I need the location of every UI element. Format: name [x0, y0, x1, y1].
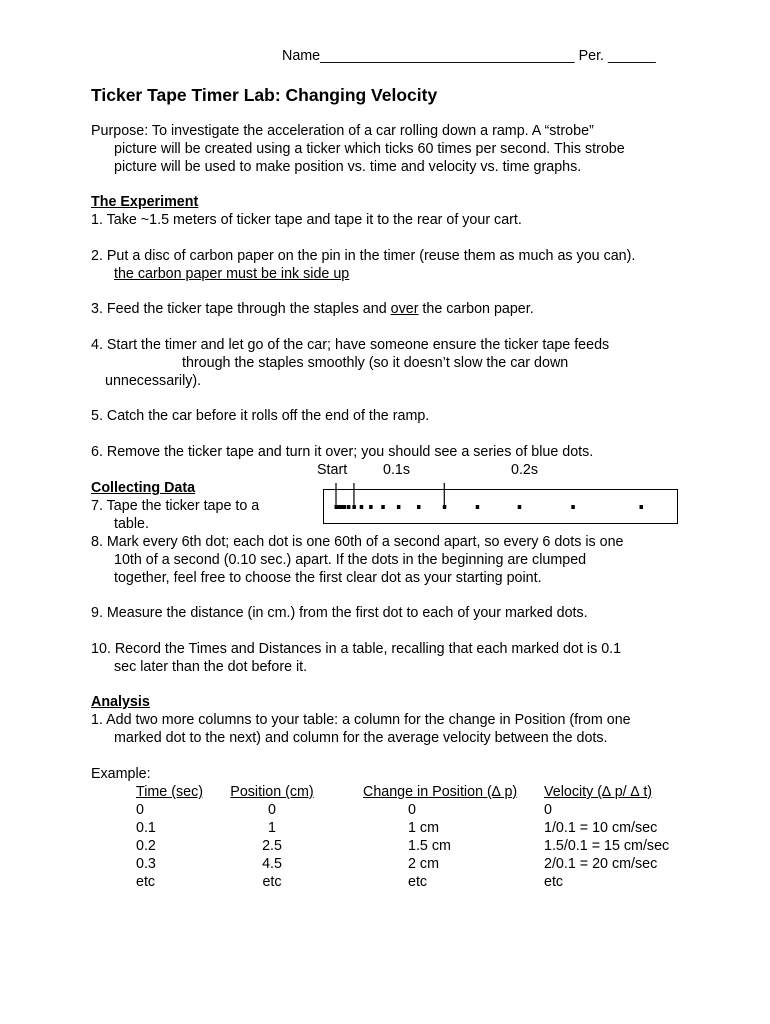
step-3-emphasis: over	[390, 301, 419, 317]
table-cell: 1.5 cm	[408, 838, 451, 854]
table-cell: etc	[262, 874, 282, 890]
tape-label-0-1s: 0.1s	[383, 462, 411, 478]
table-column-position	[227, 783, 317, 891]
step-10-line-1: 10. Record the Times and Distances in a table, recalling that each marked dot is 0.1	[91, 641, 622, 657]
table-cell: etc	[544, 874, 564, 890]
step-4-line-1: 4. Start the timer and let go of the car; have someone ensure the ticker tape feeds	[91, 337, 610, 353]
experiment-heading: The Experiment	[91, 194, 199, 210]
step-3-text-end: the carbon paper.	[418, 301, 534, 317]
tape-dot	[476, 505, 480, 509]
table-cell: 2.5	[262, 838, 282, 854]
analysis-step-1-line-1: 1. Add two more columns to your table: a column for the change in Position (from one	[91, 712, 631, 728]
purpose-line-2: picture will be created using a ticker which ticks 60 times per second. This strobe	[114, 141, 625, 157]
table-column-change	[363, 783, 517, 891]
ticker-tape-dots	[323, 475, 678, 525]
step-5: 5. Catch the car before it rolls off the end of the ramp.	[91, 408, 430, 424]
tape-dot	[352, 505, 356, 509]
step-7-line-2: table.	[114, 516, 149, 532]
step-7-line-1: 7. Tape the ticker tape to a	[91, 498, 260, 514]
tape-dot	[369, 505, 373, 509]
analysis-step-1-line-2: marked dot to the next) and column for the average velocity between the dots.	[114, 730, 608, 746]
step-2-note: the carbon paper must be ink side up	[114, 266, 350, 282]
tape-dot	[571, 505, 575, 509]
step-4-line-3: unnecessarily).	[105, 373, 202, 389]
table-cell: 0	[268, 802, 276, 818]
table-header: Change in Position (∆ p)	[363, 784, 518, 800]
period-label: Per.	[578, 48, 605, 64]
step-4-line-2: through the staples smoothly (so it doesn’t slow the car down	[182, 355, 569, 371]
table-cell: 0	[544, 802, 552, 818]
table-cell: 1.5/0.1 = 15 cm/sec	[544, 838, 670, 854]
table-cell: 2 cm	[408, 856, 439, 872]
tape-dot	[343, 505, 347, 509]
purpose-line-3: picture will be used to make position vs. time and velocity vs. time graphs.	[114, 159, 582, 175]
table-cell: 1/0.1 = 10 cm/sec	[544, 820, 658, 836]
step-1: 1. Take ~1.5 meters of ticker tape and tape it to the rear of your cart.	[91, 212, 522, 228]
step-8-line-3: together, feel free to choose the first clear dot as your starting point.	[114, 570, 542, 586]
table-cell: 0.2	[136, 838, 156, 854]
analysis-heading: Analysis	[91, 694, 150, 710]
page-title: Ticker Tape Timer Lab: Changing Velocity	[91, 85, 438, 105]
table-cell: 1 cm	[408, 820, 439, 836]
step-9: 9. Measure the distance (in cm.) from the first dot to each of your marked dots.	[91, 605, 588, 621]
tape-dot	[397, 505, 401, 509]
step-3	[91, 300, 534, 318]
table-column-time	[136, 783, 203, 891]
tape-dot	[443, 505, 447, 509]
table-cell: 0	[136, 802, 144, 818]
tape-label-start: Start	[317, 462, 348, 478]
table-header: Position (cm)	[230, 784, 314, 800]
table-cell: 2/0.1 = 20 cm/sec	[544, 856, 658, 872]
period-line: ______	[608, 48, 656, 64]
tape-dot	[381, 505, 385, 509]
table-cell: etc	[408, 874, 428, 890]
table-column-velocity	[544, 783, 669, 891]
tape-label-0-2s: 0.2s	[511, 462, 539, 478]
example-label: Example:	[91, 766, 151, 782]
tape-dot	[417, 505, 421, 509]
tape-dot	[360, 505, 364, 509]
table-cell: 0.3	[136, 856, 156, 872]
name-line: ________________________________	[320, 48, 575, 64]
name-field	[282, 47, 656, 65]
purpose-line-1: Purpose: To investigate the acceleration of a car rolling down a ramp. A “strobe”	[91, 123, 594, 139]
table-header: Time (sec)	[136, 784, 203, 800]
tape-dot	[640, 505, 644, 509]
collecting-heading: Collecting Data	[91, 480, 196, 496]
step-2: 2. Put a disc of carbon paper on the pin in the timer (reuse them as much as you can).	[91, 248, 636, 264]
tape-dot	[518, 505, 522, 509]
table-cell: 4.5	[262, 856, 282, 872]
tape-dot	[340, 505, 344, 509]
table-cell: 0	[408, 802, 416, 818]
step-6: 6. Remove the ticker tape and turn it over; you should see a series of blue dots.	[91, 444, 594, 460]
table-header: Velocity (∆ p/ ∆ t)	[544, 784, 653, 800]
name-label: Name	[282, 48, 321, 64]
table-cell: etc	[136, 874, 156, 890]
step-10-line-2: sec later than the dot before it.	[114, 659, 308, 675]
table-cell: 0.1	[136, 820, 156, 836]
table-cell: 1	[268, 820, 276, 836]
step-3-text: 3. Feed the ticker tape through the staples and	[91, 301, 391, 317]
step-8-line-2: 10th of a second (0.10 sec.) apart. If the dots in the beginning are clumped	[114, 552, 587, 568]
step-8-line-1: 8. Mark every 6th dot; each dot is one 60th of a second apart, so every 6 dots is one	[91, 534, 624, 550]
tape-dot	[347, 505, 351, 509]
